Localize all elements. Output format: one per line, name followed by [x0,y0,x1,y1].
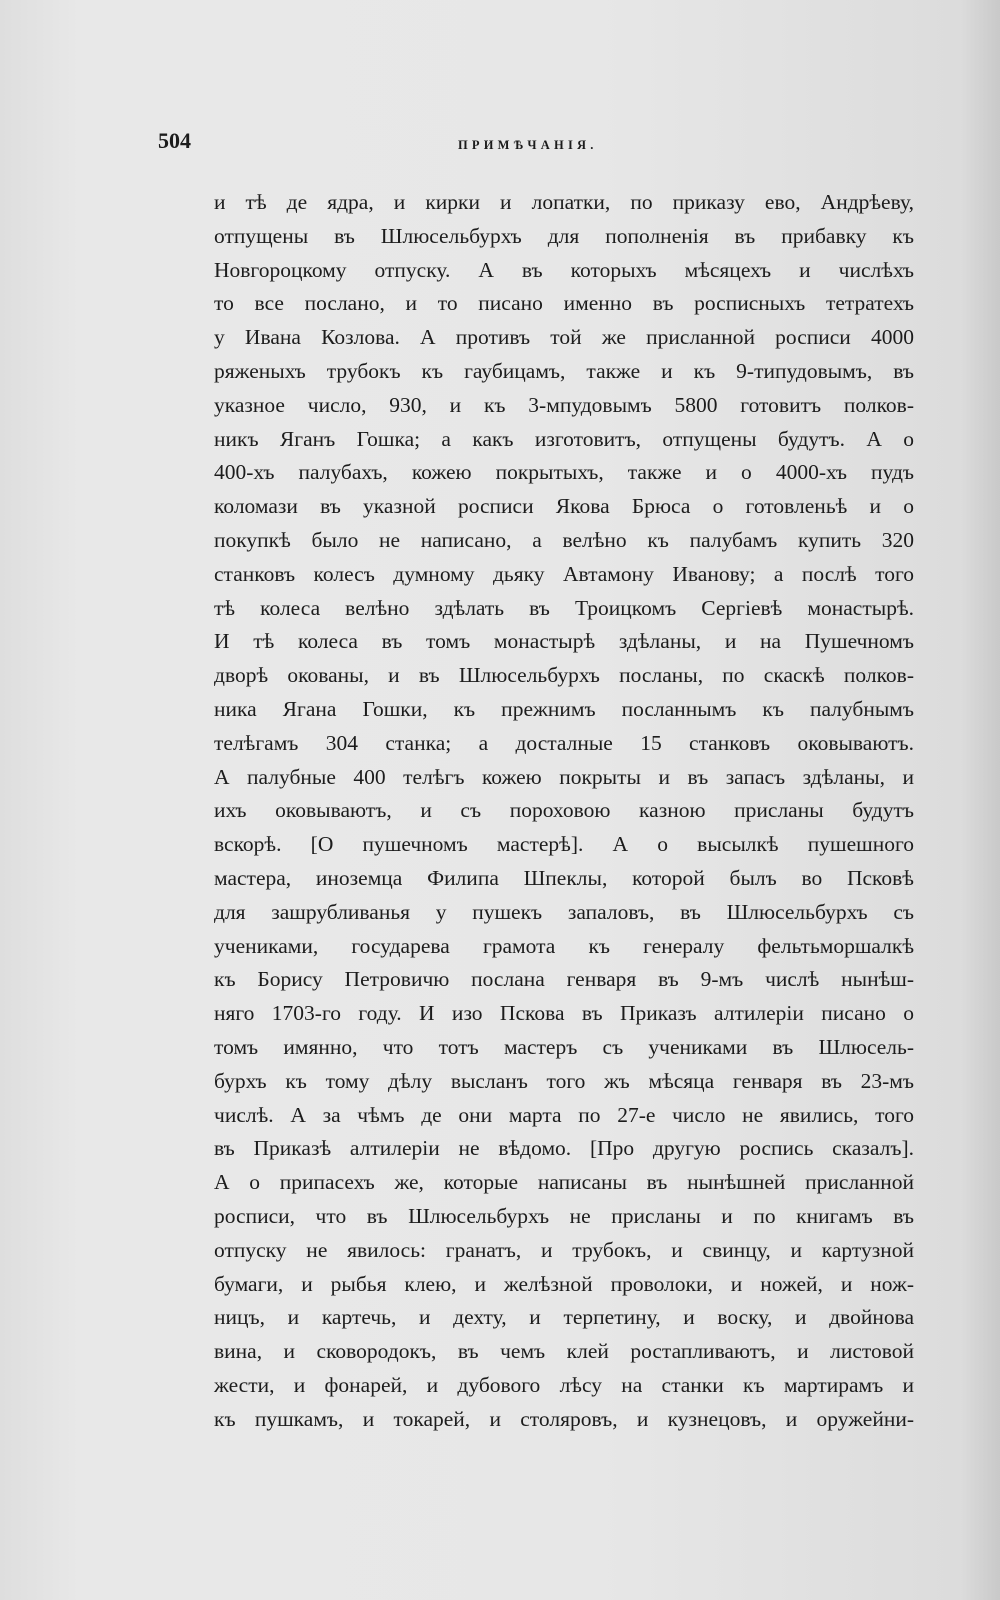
text-line: бумаги, и рыбья клею, и желѣзной проволоки, и ножей, и нож- [214,1271,914,1296]
text-line: Новгороцкому отпуску. А въ которыхъ мѣсяцехъ и числѣхъ [214,257,914,282]
text-line: и тѣ де ядра, и кирки и лопатки, по приказу ево, Андрѣеву, [214,190,914,214]
text-line: указное число, 930, и къ 3-мпудовымъ 5800 готовитъ полков- [214,392,914,417]
running-head: ПРИМѢЧАНІЯ. [458,138,598,152]
text-line: телѣгамъ 304 станка; а досталные 15 станковъ оковываютъ. [214,730,914,755]
text-line: А палубные 400 телѣгъ кожею покрыты и въ запасъ здѣланы, и [214,764,914,789]
body-text [214,186,914,1436]
text-line: вина, и сковородокъ, въ чемъ клей ростапливаютъ, и листовой [214,1339,914,1364]
text-line: томъ имянно, что тотъ мастеръ съ учениками въ Шлюсель- [214,1034,914,1059]
text-line: покупкѣ было не написано, а велѣно къ палубамъ купить 320 [214,527,914,552]
text-line: ницъ, и картечь, и дехту, и терпетину, и воску, и двойнова [214,1305,914,1330]
text-line: то все послано, и то писано именно въ росписныхъ тетратехъ [214,291,914,316]
text-line: коломази въ указной росписи Якова Брюса о готовленьѣ и о [214,494,914,519]
text-line: тѣ колеса велѣно здѣлать въ Троицкомъ Сергіевѣ монастырѣ. [214,595,914,620]
text-line: въ Приказѣ алтилеріи не вѣдомо. [Про другую роспись сказалъ]. [214,1136,914,1161]
text-line: жести, и фонарей, и дубового лѣсу на станки къ мартирамъ и [214,1372,914,1397]
text-line: къ пушкамъ, и токарей, и столяровъ, и кузнецовъ, и оружейни- [214,1406,914,1431]
text-line: 400-хъ палубахъ, кожею покрытыхъ, также и о 4000-хъ пудъ [214,460,914,485]
text-line: отпущены въ Шлюсельбурхъ для пополненія въ прибавку къ [214,223,914,248]
text-line: для зашрубливанья у пушекъ запаловъ, въ Шлюсельбурхъ съ [214,899,914,924]
text-line: ихъ оковываютъ, и съ пороховою казною присланы будутъ [214,798,914,823]
text-line: никъ Яганъ Гошка; а какъ изготовитъ, отпущены будутъ. А о [214,426,914,451]
text-line: учениками, государева грамота къ генералу фельтьморшалкѣ [214,933,914,958]
text-line: мастера, иноземца Филипа Шпеклы, которой былъ во Псковѣ [214,865,914,890]
text-line: бурхъ къ тому дѣлу высланъ того жъ мѣсяца генваря въ 23-мъ [214,1068,914,1093]
text-line: числѣ. А за чѣмъ де они марта по 27-е число не явились, того [214,1102,914,1127]
text-line: росписи, что въ Шлюсельбурхъ не присланы и по книгамъ въ [214,1203,914,1228]
page-number: 504 [158,128,191,153]
text-line: къ Борису Петровичю послана генваря въ 9-мъ числѣ нынѣш- [214,967,914,992]
text-line: вскорѣ. [О пушечномъ мастерѣ]. А о высылкѣ пушешного [214,832,914,857]
text-line: отпуску не явилось: гранатъ, и трубокъ, и свинцу, и картузной [214,1237,914,1262]
text-line: няго 1703-го году. И изо Пскова въ Приказъ алтилеріи писано о [214,1001,914,1026]
text-line: у Ивана Козлова. А противъ той же присланной росписи 4000 [214,325,914,350]
text-line: ника Ягана Гошки, къ прежнимъ посланнымъ къ палубнымъ [214,696,914,721]
text-line: А о припасехъ же, которые написаны въ нынѣшней присланной [214,1170,914,1195]
text-line: станковъ колесъ думному дьяку Автамону Иванову; а послѣ того [214,561,914,586]
text-line: ряженыхъ трубокъ къ гаубицамъ, также и къ 9-типудовымъ, въ [214,358,914,383]
text-line: И тѣ колеса въ томъ монастырѣ здѣланы, и на Пушечномъ [214,629,914,654]
text-line: дворѣ окованы, и въ Шлюсельбурхъ посланы, по скаскѣ полков- [214,663,914,688]
